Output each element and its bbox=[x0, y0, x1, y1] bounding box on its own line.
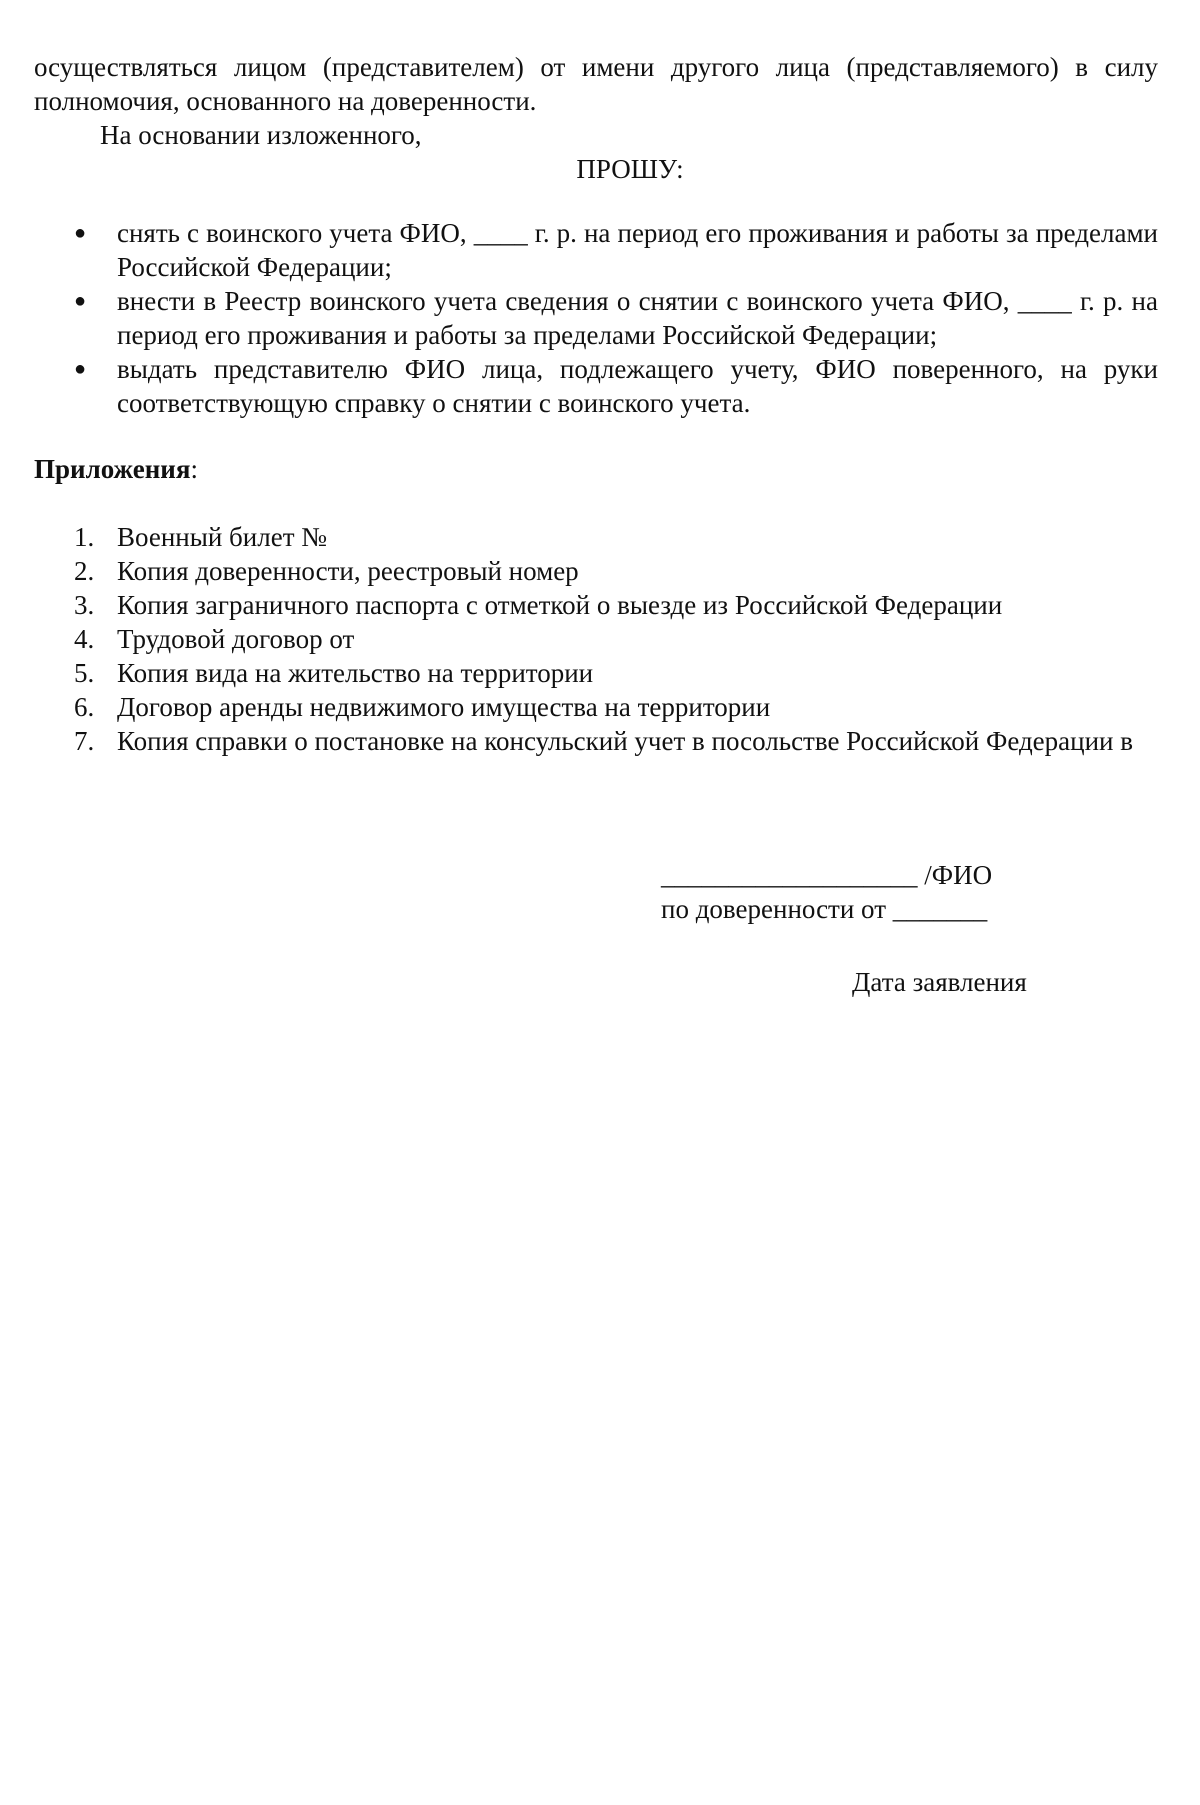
attachment-number: 2. bbox=[74, 556, 95, 586]
request-list bbox=[34, 216, 1158, 420]
document-page bbox=[34, 50, 1158, 758]
signature-line: ___________________ /ФИО bbox=[661, 860, 993, 890]
attachment-number: 5. bbox=[74, 658, 95, 688]
attachment-text: Копия доверенности, реестровый номер bbox=[117, 556, 579, 586]
attachment-text: Копия вида на жительство на территории bbox=[117, 658, 594, 688]
request-heading: ПРОШУ: bbox=[576, 154, 684, 184]
attachment-text: Трудовой договор от bbox=[117, 624, 355, 654]
request-text: выдать представителю ФИО лица, подлежащего учету, ФИО поверенного, на руки соответствующую справку о снятии с воинского учета. bbox=[117, 354, 1158, 418]
attachment-text: Копия справки о постановке на консульский учет в посольстве Российской Федерации в bbox=[117, 726, 1133, 756]
bullet-icon: ● bbox=[74, 290, 87, 312]
bullet-icon: ● bbox=[74, 358, 87, 380]
attachment-number: 4. bbox=[74, 624, 95, 654]
power-of-attorney-line: по доверенности от _______ bbox=[661, 894, 988, 924]
intro-paragraph: осуществляться лицом (представителем) от имени другого лица (представляемого) в силу полномочия, основанного на доверенности. bbox=[34, 52, 1158, 116]
attachment-item bbox=[34, 554, 1158, 588]
attachment-number: 1. bbox=[74, 522, 95, 552]
attachments-list bbox=[34, 520, 1158, 758]
attachment-text: Военный билет № bbox=[117, 522, 328, 552]
attachments-title bbox=[34, 452, 1158, 486]
attachment-item bbox=[34, 690, 1158, 724]
attachments-title-text: Приложения bbox=[34, 454, 191, 484]
attachment-text: Договор аренды недвижимого имущества на территории bbox=[117, 692, 771, 722]
request-text: снять с воинского учета ФИО, ____ г. р. на период его проживания и работы за пределами Российской Федерации; bbox=[117, 218, 1158, 282]
attachment-item bbox=[34, 622, 1158, 656]
attachment-item bbox=[34, 724, 1158, 758]
attachments-title-colon: : bbox=[190, 454, 198, 484]
attachment-item bbox=[34, 588, 1158, 622]
attachment-number: 3. bbox=[74, 590, 95, 620]
signature-block bbox=[661, 858, 1161, 926]
request-text: внести в Реестр воинского учета сведения о снятии с воинского учета ФИО, ____ г. р. на период его проживания и работы за пределами Российской Федерации; bbox=[117, 286, 1158, 350]
attachment-item bbox=[34, 520, 1158, 554]
attachment-number: 7. bbox=[74, 726, 95, 756]
application-date: Дата заявления bbox=[852, 967, 1027, 997]
request-item bbox=[34, 352, 1158, 420]
attachment-item bbox=[34, 656, 1158, 690]
basis-paragraph: На основании изложенного, bbox=[100, 120, 422, 150]
request-item bbox=[34, 216, 1158, 284]
attachment-number: 6. bbox=[74, 692, 95, 722]
request-item bbox=[34, 284, 1158, 352]
bullet-icon: ● bbox=[74, 222, 87, 244]
attachment-text: Копия заграничного паспорта с отметкой о выезде из Российской Федерации bbox=[117, 590, 1003, 620]
